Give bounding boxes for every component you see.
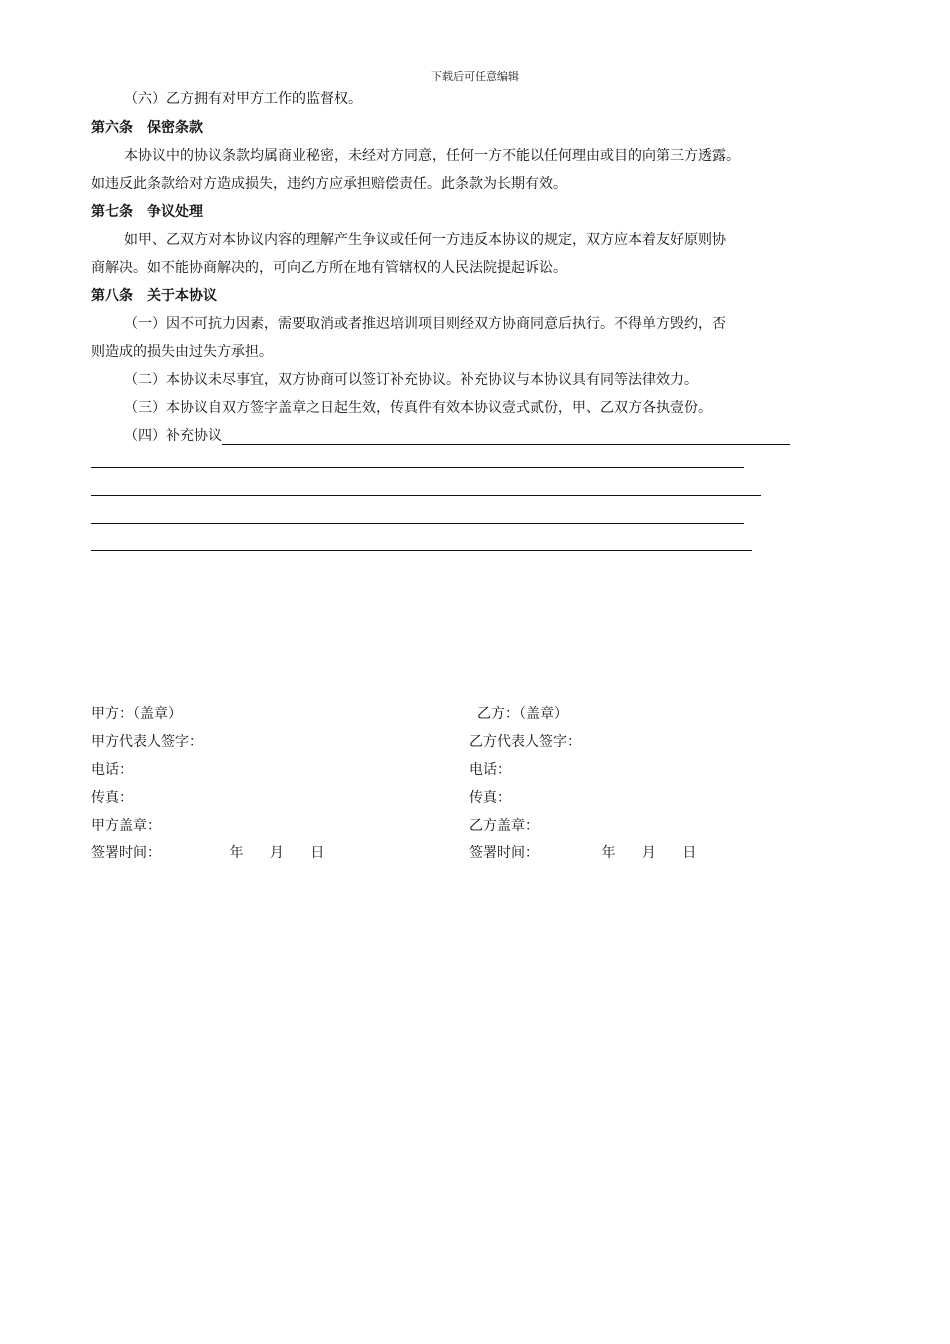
clause6-text-line1: 本协议中的协议条款均属商业秘密，未经对方同意，任何一方不能以任何理由或目的向第三方透露。: [124, 148, 740, 164]
supplement-blank-line[interactable]: [91, 550, 752, 551]
party-b-date-label: 签署时间：: [469, 845, 539, 861]
clause8-item1-line2: 则造成的损失由过失方承担。: [91, 344, 273, 360]
clause8-heading: 第八条 关于本协议: [91, 288, 217, 304]
party-b-seal: 乙方盖章：: [469, 818, 539, 834]
clause7-text-line2: 商解决。如不能协商解决的，可向乙方所在地有管辖权的人民法院提起诉讼。: [91, 260, 567, 276]
clause8-item1-line1: （一）因不可抗力因素，需要取消或者推迟培训项目则经双方协商同意后执行。不得单方毁约，否: [124, 316, 726, 332]
party-b-rep-signature: 乙方代表人签字：: [469, 734, 581, 750]
party-b-year: 年: [601, 845, 616, 861]
party-a-label: 甲方：（盖章）: [91, 706, 182, 722]
header-note: 下载后可任意编辑: [431, 70, 519, 83]
party-b-sign-date: [469, 842, 696, 862]
supplement-blank-line[interactable]: [91, 495, 761, 496]
party-a-sign-date: [91, 842, 324, 862]
supplement-blank-line[interactable]: [222, 429, 790, 445]
clause7-heading: 第七条 争议处理: [91, 204, 203, 220]
party-a-year: 年: [229, 845, 244, 861]
party-a-phone: 电话：: [91, 762, 133, 778]
clause8-item4: [124, 425, 790, 445]
party-a-rep-signature: 甲方代表人签字：: [91, 734, 203, 750]
party-b-month: 月: [641, 845, 656, 861]
clause7-text-line1: 如甲、乙双方对本协议内容的理解产生争议或任何一方违反本协议的规定，双方应本着友好原则协: [124, 232, 726, 248]
party-a-fax: 传真：: [91, 790, 133, 806]
party-b-day: 日: [682, 845, 697, 861]
clause8-item2: （二）本协议未尽事宜，双方协商可以签订补充协议。补充协议与本协议具有同等法律效力。: [124, 372, 698, 388]
party-b-fax: 传真：: [469, 790, 511, 806]
supplement-blank-line[interactable]: [91, 467, 744, 468]
supplement-blank-line[interactable]: [91, 523, 744, 524]
clause5-item6: （六）乙方拥有对甲方工作的监督权。: [124, 91, 362, 107]
clause6-text-line2: 如违反此条款给对方造成损失，违约方应承担赔偿责任。此条款为长期有效。: [91, 176, 567, 192]
clause6-heading: 第六条 保密条款: [91, 120, 203, 136]
party-b-label: 乙方：（盖章）: [477, 706, 568, 722]
party-a-seal: 甲方盖章：: [91, 818, 161, 834]
party-a-day: 日: [310, 845, 325, 861]
clause8-item3: （三）本协议自双方签字盖章之日起生效，传真件有效本协议壹式贰份，甲、乙双方各执壹份。: [124, 400, 712, 416]
party-b-phone: 电话：: [469, 762, 511, 778]
party-a-month: 月: [269, 845, 284, 861]
party-a-date-label: 签署时间：: [91, 845, 161, 861]
clause8-item4-label: （四）补充协议: [124, 428, 222, 444]
